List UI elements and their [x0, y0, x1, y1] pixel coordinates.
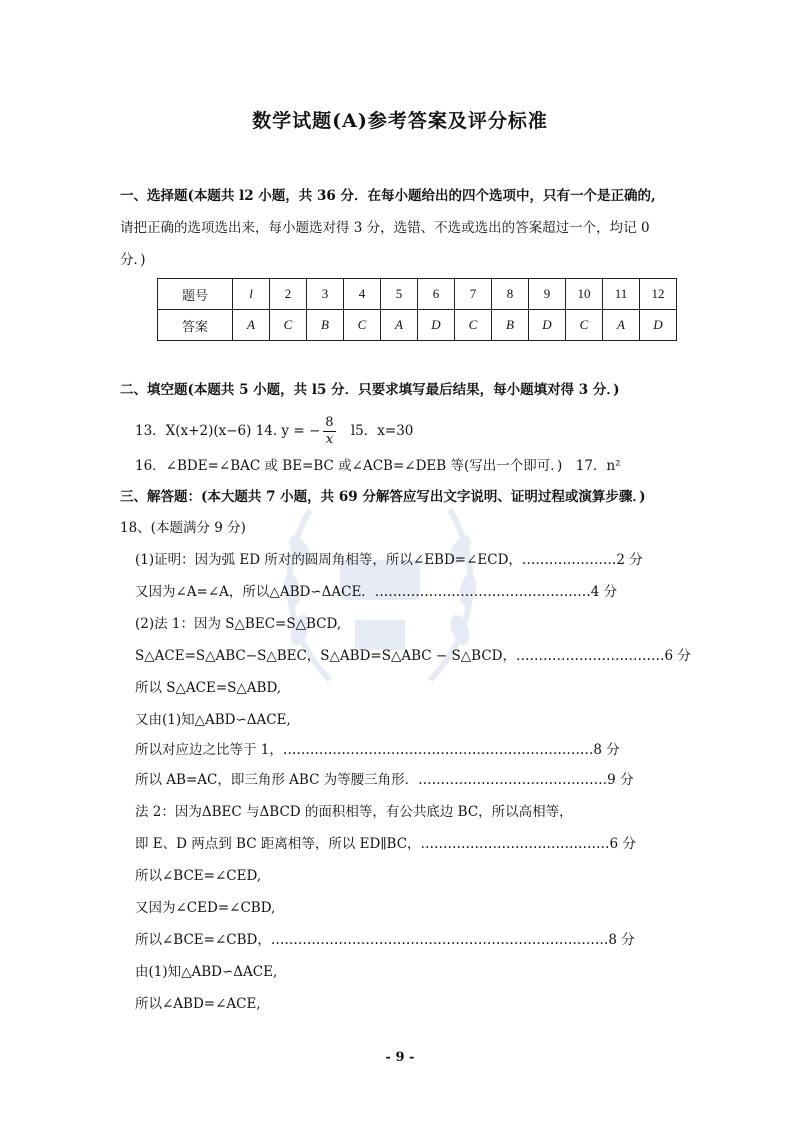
q16-q17-text: 16．∠BDE=∠BAC 或 BE=BC 或∠ACB=∠DEB 等(写出一个即可．) 17．n² — [135, 458, 621, 474]
answer-cell: C — [270, 310, 307, 341]
answer-cell: A — [233, 310, 270, 341]
question-number: 6 — [418, 279, 455, 310]
solution-line: 所以 S△ACE=S△ABD, — [135, 680, 282, 696]
number-header: 题号 — [158, 279, 233, 310]
solution-line: S△ACE=S△ABC−S△BEC，S△ABD=S△ABC − S△BCD，……………………………6 分 — [135, 648, 691, 664]
solution-line: 又因为∠CED=∠CBD, — [135, 900, 276, 916]
q15-text: l5．x=30 — [350, 423, 414, 439]
answer-cell: C — [344, 310, 381, 341]
answer-table-answer-row — [158, 310, 677, 341]
solution-line: 所以∠BCE=∠CBD，…………………………………………………………………8 分 — [135, 932, 635, 948]
solution-line: 由(1)知△ABD∽ΔACE, — [135, 964, 278, 980]
question-number: 5 — [381, 279, 418, 310]
question-number: 7 — [455, 279, 492, 310]
solution-line: (1)证明：因为弧 ED 所对的圆周角相等，所以∠EBD=∠ECD，…………………2 分 — [135, 552, 643, 568]
solution-line: 所以∠BCE=∠CED, — [135, 868, 262, 884]
question-number: 9 — [529, 279, 566, 310]
question-number: 8 — [492, 279, 529, 310]
page-number: - 9 - — [385, 1050, 415, 1065]
q13-q14-text: 13．X(x+2)(x−6) 14. y = − — [135, 423, 321, 439]
solution-line: 又由(1)知△ABD∽ΔACE, — [135, 712, 291, 728]
q14-denominator: x — [325, 432, 334, 447]
answer-cell: D — [418, 310, 455, 341]
question-number: 10 — [566, 279, 603, 310]
page-title: 数学试题(A)参考答案及评分标准 — [252, 110, 548, 132]
question-number: 4 — [344, 279, 381, 310]
solution-line: (2)法 1：因为 S△BEC=S△BCD, — [135, 616, 342, 632]
answer-cell: A — [603, 310, 640, 341]
solution-line: 又因为∠A=∠A，所以△ABD∽ΔACE．…………………………………………4 分 — [135, 584, 618, 600]
question-number: 3 — [307, 279, 344, 310]
solution-line: 所以∠ABD=∠ACE, — [135, 996, 261, 1012]
question-number: 12 — [640, 279, 677, 310]
q14-fraction — [323, 415, 335, 448]
solution-line: 所以对应边之比等于 1，……………………………………………………………8 分 — [135, 742, 620, 758]
answer-table — [157, 278, 677, 341]
section1-line3: 分．) — [120, 252, 146, 268]
answer-header: 答案 — [158, 310, 233, 341]
solution-line: 法 2：因为ΔBEC 与ΔBCD 的面积相等，有公共底边 BC，所以高相等， — [135, 804, 573, 820]
solution-line: 即 E、D 两点到 BC 距离相等，所以 ED∥BC，……………………………………6 分 — [135, 836, 636, 852]
answer-cell: D — [640, 310, 677, 341]
section2-heading: 二、填空题(本题共 5 小题，共 l5 分．只要求填写最后结果，每小题填对得 3 分．) — [120, 382, 620, 398]
answer-cell: C — [566, 310, 603, 341]
answer-cell: A — [381, 310, 418, 341]
solution-line: 所以 AB=AC，即三角形 ABC 为等腰三角形．……………………………………9 分 — [135, 772, 634, 788]
answer-table-number-row — [158, 279, 677, 310]
section1-line1: 一、选择题(本题共 l2 小题，共 36 分．在每小题给出的四个选项中，只有一个是正确的, — [120, 188, 656, 204]
answer-cell: B — [307, 310, 344, 341]
question-number: l — [233, 279, 270, 310]
section3-heading: 三、解答题：(本大题共 7 小题，共 69 分解答应写出文字说明、证明过程或演算步骤．) — [120, 489, 646, 505]
section1-line2: 请把正确的选项选出来，每小题选对得 3 分，选错、不选或选出的答案超过一个，均记 0 — [120, 220, 650, 236]
answer-cell: C — [455, 310, 492, 341]
fill-in-answers-13-15 — [135, 414, 413, 448]
question-number: 2 — [270, 279, 307, 310]
answer-cell: D — [529, 310, 566, 341]
q14-numerator: 8 — [325, 415, 334, 430]
answer-cell: B — [492, 310, 529, 341]
solution-line: 18、(本题满分 9 分) — [120, 520, 246, 536]
question-number: 11 — [603, 279, 640, 310]
